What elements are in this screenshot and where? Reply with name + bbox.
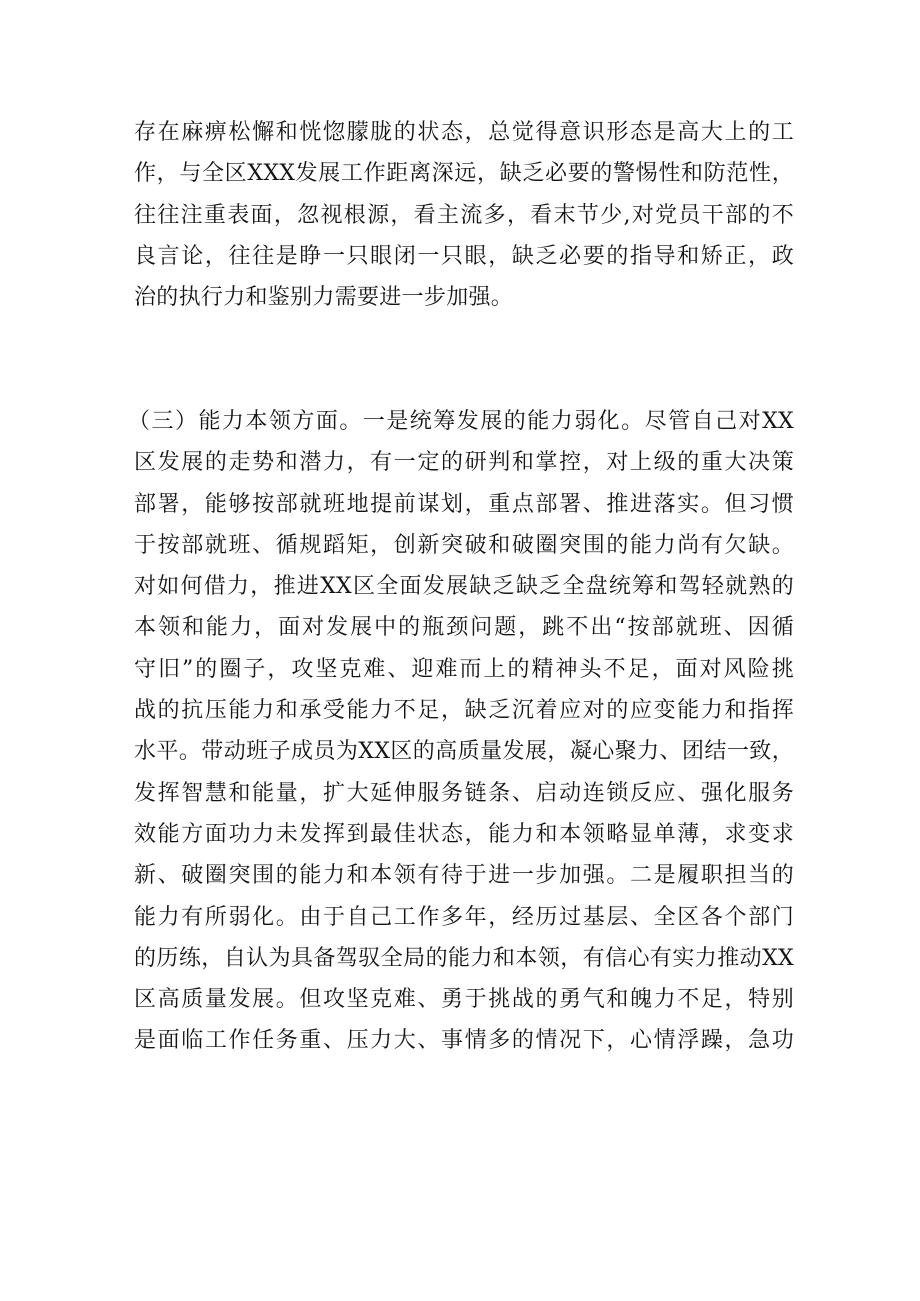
section-heading-line: （三）能力本领方面。一是统筹发展的能力弱化。尽管自己对XX [128,409,794,434]
text-line: 存在麻痹松懈和恍惚朦胧的状态，总觉得意识形态是高大上的工 [134,120,794,145]
text-line: 效能方面功力未发挥到最佳状态，能力和本领略显单薄，求变求 [134,821,794,847]
paragraph-2 [128,401,794,1062]
text-line: 水平。带动班子成员为XX区的高质量发展，凝心聚力、团结一致， [134,739,794,765]
text-line: 本领和能力，面对发展中的瓶颈问题，跳不出“按部就班、因循 [134,615,794,641]
text-line: 新、破圈突围的能力和本领有待于进一步加强。二是履职担当的 [134,863,794,889]
text-line: 守旧”的圈子，攻坚克难、迎难而上的精神头不足，面对风险挑 [134,656,794,682]
text-line: 是面临工作任务重、压力大、事情多的情况下，心情浮躁，急功 [134,1028,794,1054]
text-line: 治的执行力和鉴别力需要进一步加强。 [134,285,514,311]
text-line: 对如何借力，推进XX区全面发展缺乏缺乏全盘统筹和驾轻就熟的 [134,574,794,600]
text-line: 区发展的走势和潜力，有一定的研判和掌控，对上级的重大决策 [134,450,794,476]
text-line: 良言论，往往是睁一只眼闭一只眼，缺乏必要的指导和矫正，政 [134,243,794,269]
text-line: 战的抗压能力和承受能力不足，缺乏沉着应对的应变能力和指挥 [134,698,794,724]
text-line: 能力有所弱化。由于自己工作多年，经历过基层、全区各个部门 [134,904,794,930]
text-line: 往往注重表面，忽视根源，看主流多，看末节少,对党员干部的不 [134,202,794,228]
text-line: 区高质量发展。但攻坚克难、勇于挑战的勇气和魄力不足，特别 [134,987,794,1013]
text-line: 于按部就班、循规蹈矩，创新突破和破圈突围的能力尚有欠缺。 [134,532,794,558]
paragraph-1 [134,112,794,318]
text-line: 的历练，自认为具备驾驭全局的能力和本领，有信心有实力推动XX [134,945,794,971]
text-line: 作，与全区XXX发展工作距离深远，缺乏必要的警惕性和防范性， [134,161,794,187]
text-line: 部署，能够按部就班地提前谋划，重点部署、推进落实。但习惯 [134,491,794,517]
text-line: 发挥智慧和能量，扩大延伸服务链条、启动连锁反应、强化服务 [134,780,794,806]
